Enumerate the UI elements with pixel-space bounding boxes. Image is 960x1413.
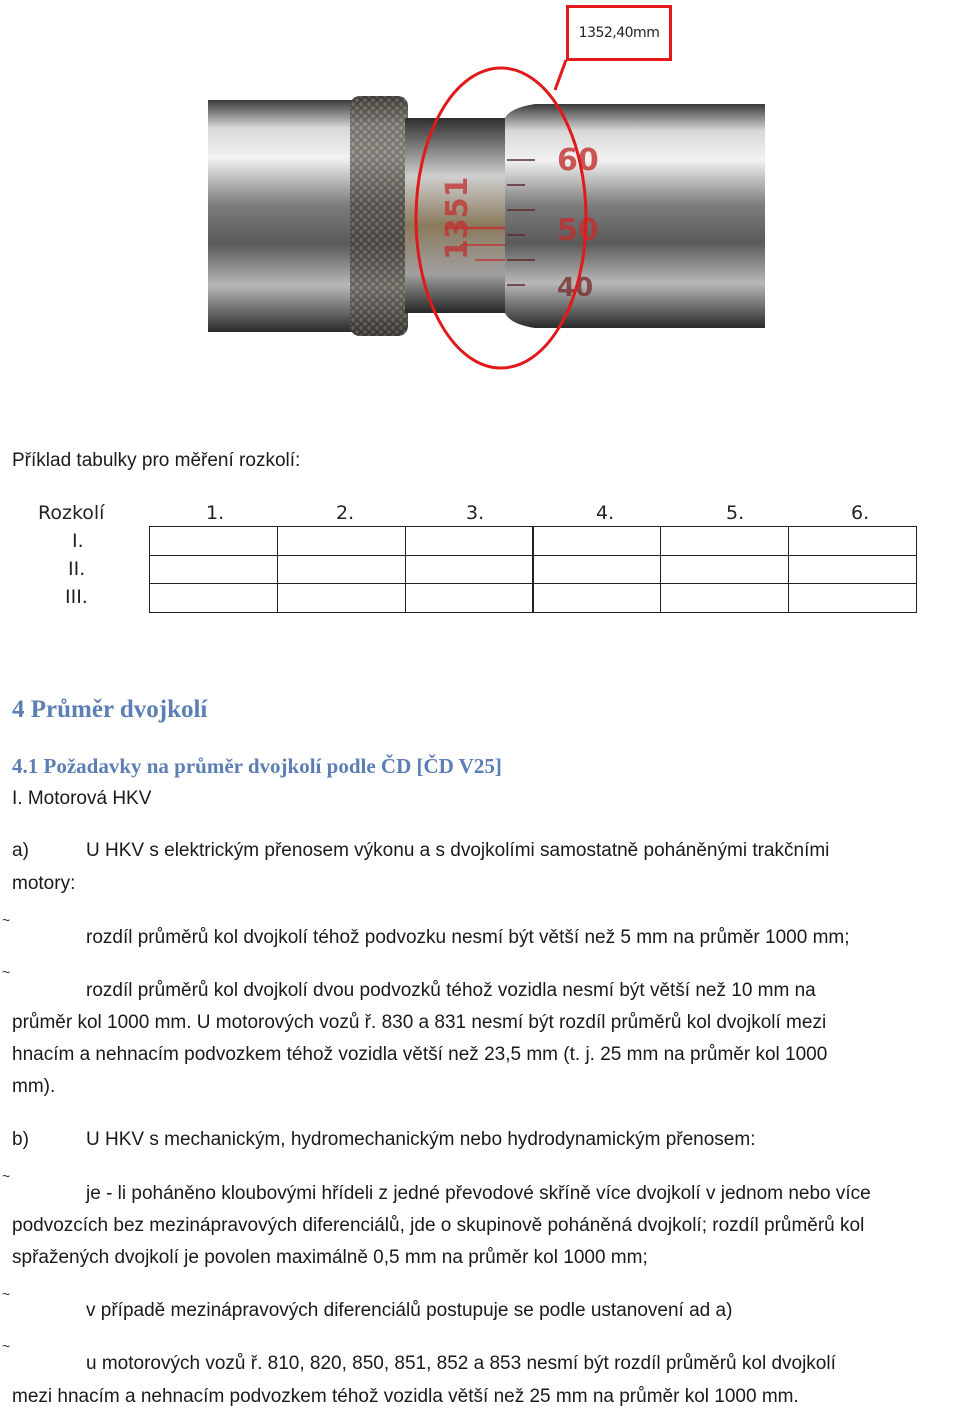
table-cell: [149, 526, 278, 556]
row-label-2: II.: [68, 558, 86, 580]
bullet-b3-line1: u motorových vozů ř. 810, 820, 850, 851, 852 a 853 nesmí být rozdíl průměrů kol dvojkolí: [86, 1353, 836, 1374]
bullet-a2-line3: hnacím a nehnacím podvozkem téhož vozidla větší než 23,5 mm (t. j. 25 mm na průměr kol 1000: [12, 1044, 828, 1065]
para-b-label: b): [12, 1129, 29, 1150]
table-cell: [788, 555, 917, 585]
bullet-b3-line2: mezi hnacím a nehnacím podvozkem téhož vozidla větší než 25 mm na průměr kol 1000 mm.: [12, 1386, 799, 1407]
sleeve-right: [505, 104, 765, 328]
row-label-3: III.: [65, 586, 88, 608]
table-cell: [149, 583, 278, 613]
table-cell: [277, 555, 406, 585]
intro-text: Příklad tabulky pro měření rozkolí:: [12, 450, 301, 471]
bullet-a2-line4: mm).: [12, 1076, 56, 1097]
bullet-a2-line1: rozdíl průměrů kol dvojkolí dvou podvozků téhož vozidla nesmí být větší než 10 mm na: [86, 980, 816, 1001]
table-cell: [533, 555, 662, 585]
table-cell: [788, 526, 917, 556]
section-subheading: 4.1 Požadavky na průměr dvojkolí podle ČD [ČD V25]: [12, 754, 502, 778]
measurement-callout: 1352,40mm: [566, 5, 672, 61]
bullet-glyph-b2: ~: [2, 1286, 11, 1302]
bullet-b1-line1: je - li poháněno kloubovými hřídeli z jedné převodové skříně více dvojkolí v jednom nebo více: [86, 1183, 871, 1204]
table-cell: [405, 526, 534, 556]
col-header-5: 5.: [726, 502, 745, 524]
bullet-glyph-a2: ~: [2, 964, 11, 980]
para-a-line2: motory:: [12, 873, 76, 894]
table-cell: [405, 583, 534, 613]
table-cell: [788, 583, 917, 613]
thimble-left: [208, 100, 353, 332]
para-a-label: a): [12, 840, 29, 861]
bullet-b1-line3: spřažených dvojkolí je povolen maximálně 0,5 mm na průměr kol 1000 mm;: [12, 1247, 648, 1268]
col-header-1: 1.: [206, 502, 225, 524]
col-header-4: 4.: [596, 502, 615, 524]
col-header-3: 3.: [466, 502, 485, 524]
table-cell: [533, 583, 662, 613]
table-corner-label: Rozkolí: [38, 502, 105, 524]
table-cell: [660, 583, 789, 613]
bullet-glyph-b1: ~: [2, 1168, 11, 1184]
col-header-6: 6.: [851, 502, 870, 524]
table-cell: [533, 526, 662, 556]
rozkoli-table: [36, 500, 921, 615]
col-header-2: 2.: [336, 502, 355, 524]
table-cell: [660, 526, 789, 556]
bullet-b1-line2: podvozcích bez mezinápravových diferenciálů, jde o skupinově poháněná dvojkolí; rozdíl průměrů kol: [12, 1215, 865, 1236]
bullet-glyph-a1: ~: [2, 912, 11, 928]
section-heading: 4 Průměr dvojkolí: [12, 696, 208, 723]
para-a-line1: U HKV s elektrickým přenosem výkonu a s dvojkolími samostatně poháněnými trakčními: [86, 840, 830, 861]
bullet-a2-line2: průměr kol 1000 mm. U motorových vozů ř. 830 a 831 nesmí být rozdíl průměrů kol dvojkolí mezi: [12, 1012, 827, 1033]
scale-mark-40: 40: [557, 273, 594, 303]
table-cell: [277, 526, 406, 556]
table-cell: [405, 555, 534, 585]
sleeve-number: 1351: [440, 176, 475, 260]
scale-mark-60: 60: [557, 143, 599, 178]
micrometer-photo: [205, 0, 770, 375]
table-cell: [277, 583, 406, 613]
row-label-1: I.: [72, 530, 84, 552]
section-title-line: I. Motorová HKV: [12, 788, 152, 809]
table-cell: [149, 555, 278, 585]
bullet-b2: v případě mezinápravových diferenciálů postupuje se podle ustanovení ad a): [86, 1300, 733, 1321]
bullet-glyph-b3: ~: [2, 1338, 11, 1354]
table-cell: [660, 555, 789, 585]
table-grid: [149, 526, 916, 612]
bullet-a1: rozdíl průměrů kol dvojkolí téhož podvozku nesmí být větší než 5 mm na průměr 1000 mm;: [86, 927, 850, 948]
para-b-line1: U HKV s mechanickým, hydromechanickým nebo hydrodynamickým přenosem:: [86, 1129, 756, 1150]
scale-mark-50: 50: [557, 213, 599, 248]
